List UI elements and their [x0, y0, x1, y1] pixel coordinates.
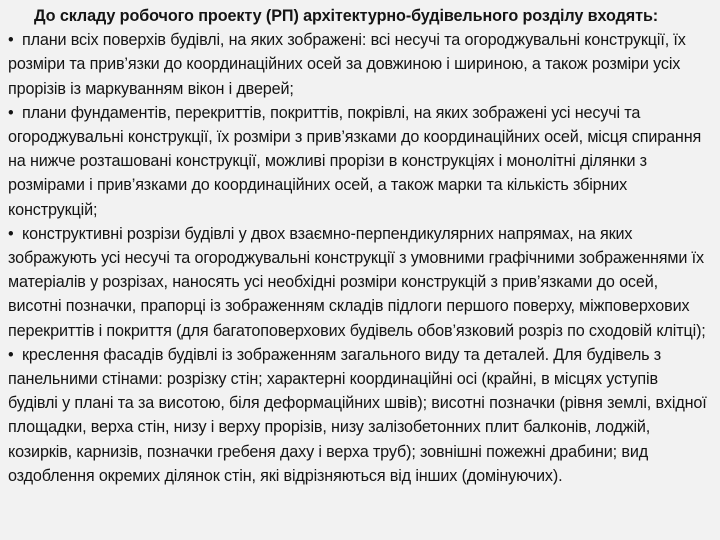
bullet-icon: •: [8, 31, 14, 50]
list-item-facades: [8, 343, 710, 488]
bullet-icon: •: [8, 224, 14, 243]
list-item-text: плани фундаментів, перекриттів, покриттів, покрівлі, на яких зображені усі несучі та огороджувальні конструкції, їх розміри з прив’язками до координаційних осей, місця спирання на нижче розташовані конструкції, можливі прорізи в конструкціях і монолітні ділянки з розмірами і прив’язками до координаційних осей, а також марки та кількість збірних конструкцій;: [8, 103, 702, 219]
list-item-foundation-plans: [8, 101, 710, 222]
list-item-floor-plans: [8, 28, 710, 101]
bullet-icon: •: [8, 103, 14, 122]
list-item-text: конструктивні розрізи будівлі у двох взаємно-перпендикулярних напрямах, на яких зображують усі несучі та огороджувальні конструкції з умовними графічними зображеннями їх матеріалів у розрізах, наносять усі необхідні розміри конструкцій з прив’язками до осей, висотні позначки, прапорці із зображенням складів підлоги першого поверху, міжповерхових перекриттів і покриття (для багатоповерхових будівель обов’язковий розріз по сходовій клітці);: [8, 224, 706, 340]
list-item-text: плани всіх поверхів будівлі, на яких зображені: всі несучі та огороджувальні конструкції, їх розміри та прив’язки до координаційних осей за довжиною і шириною, а також розміри усіх прорізів із маркуванням вікон і дверей;: [8, 31, 686, 98]
list-item-text: креслення фасадів будівлі із зображенням загального виду та деталей. Для будівель з панельними стінами: розрізку стін; характерні координаційні осі (крайні, в місцях уступів будівлі у плані та за висотою, біля деформаційних швів); висотні позначки (рівня землі, вхідної площадки, верха стін, низу і верху прорізів, низу залізобетонних плит балконів, лоджій, козирків, карнизів, позначки гребеня даху і верха труб); зовнішні пожежні драбини; вид оздоблення окремих ділянок стін, які відрізняються від інших (домінуючих).: [8, 345, 707, 485]
list-item-sections: [8, 222, 710, 343]
bullet-icon: •: [8, 345, 14, 364]
document-heading: До складу робочого проекту (РП) архітектурно-будівельного розділу входять:: [34, 7, 659, 25]
